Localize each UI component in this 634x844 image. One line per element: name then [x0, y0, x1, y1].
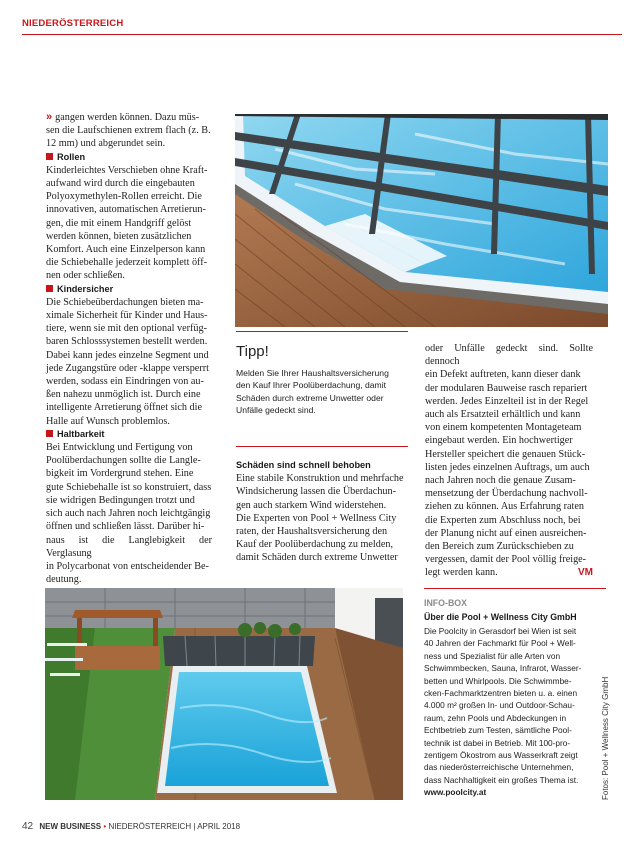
body-line: Poolüberdachungen sollte die Langle- — [46, 455, 201, 467]
tipp-line: den Kauf Ihrer Poolüberdachung, damit — [236, 380, 387, 391]
info-line: Schwimmbecken, Sauna, Infrarot, Wasser- — [424, 663, 582, 674]
body-line: ein Defekt auftreten, kann dieser dank — [425, 369, 581, 381]
body-line: in Polycarbonat von entscheidender Be- — [46, 560, 209, 572]
info-box-rule — [424, 588, 606, 589]
body-line: mensetzung der Überdachung nachvoll- — [425, 488, 588, 500]
info-box-title: Über die Pool + Wellness City GmbH — [424, 612, 577, 622]
info-line: 4.000 m² großen In- und Outdoor-Schau- — [424, 700, 575, 711]
body-line: nen oder schließen. — [46, 270, 125, 282]
body-line: tiere, wenn sie mit den optional verfüg- — [46, 323, 207, 335]
tipp-rule — [236, 331, 408, 332]
middle-column — [236, 459, 408, 565]
info-line: dass Nachhaltigkeit ein großes Thema ist. — [424, 774, 579, 785]
body-line: gute Schiebehalle ist so konstruiert, dass — [46, 481, 212, 493]
author-signature: VM — [578, 567, 593, 579]
body-line: werden. Jedes Einzelteil ist in der Regel — [425, 395, 589, 407]
body-line: Die Experten von Pool + Wellness City — [236, 512, 397, 524]
photo-garden-pool-image — [45, 588, 403, 800]
body-line: der modularen Bauweise rasch repariert — [425, 382, 588, 394]
body-line: Bei Entwicklung und Fertigung von — [46, 442, 193, 454]
info-line: Die Poolcity in Gerasdorf bei Wien ist seit — [424, 626, 577, 636]
body-line: Hersteller speichert die genauen Stück- — [425, 448, 586, 460]
section-label: NIEDERÖSTERREICH — [22, 18, 124, 29]
info-line: Echtbetrieb zum Testen, sämtliche Pool- — [424, 725, 572, 736]
info-line: zentigem Ökostrom aus Wasserkraft zeigt — [424, 750, 578, 761]
body-line: vergessen, damit der Pool völlig freige- — [425, 554, 587, 566]
body-line: nach Jahren noch die genaue Zusam- — [425, 475, 576, 487]
chevron-right-icon: » — [46, 111, 53, 123]
body-line: naus ist die Langlebigkeit der Verglasung — [46, 534, 212, 559]
info-line: betten und Whirlpools. Die Schwimmbe- — [424, 675, 572, 686]
tipp-title: Tipp! — [236, 343, 269, 360]
tipp-line: Schäden durch extreme Unwetter oder — [236, 392, 384, 403]
info-line: das niederösterreichische Unternehmen, — [424, 762, 574, 773]
body-line: intelligente Arretierung öffnet sich die — [46, 402, 202, 414]
header-rule — [22, 34, 622, 35]
body-line: Halle auf Wunsch problemlos. — [46, 415, 170, 427]
body-line: Kauf der Poolüberdachung zu melden, — [236, 539, 394, 551]
body-line: damit Schäden durch extreme Unwetter — [236, 552, 398, 564]
body-line: öffnen und schließen lässt. Darüber hi- — [46, 521, 205, 533]
body-line: Die Schiebeüberdachungen bieten ma- — [46, 296, 204, 308]
tipp-line: Melden Sie Ihrer Haushaltsversicherung — [236, 368, 389, 378]
body-line: sie widrigen Bedingungen trotzt und — [46, 494, 195, 506]
info-box-text — [424, 625, 604, 799]
body-line: listen jedes einzelnen Auftrags, um auch — [425, 461, 590, 473]
body-line: bigkeit im Vordergrund stehen. Eine — [46, 468, 194, 480]
body-line: jede Zugangstüre oder -klappe versperrt — [46, 362, 209, 374]
red-square-icon — [46, 285, 53, 292]
footer-section: NIEDERÖSTERREICH — [108, 822, 192, 831]
body-line: Eine stabile Konstruktion und mehrfache — [236, 473, 404, 485]
photo-pool-enclosure — [235, 114, 608, 327]
body-line: aufwand wird durch die eingebauten — [46, 178, 195, 190]
info-box-url[interactable]: www.poolcity.at — [424, 787, 487, 798]
body-line: Kinderleichtes Verschieben ohne Kraft- — [46, 164, 208, 176]
subheading-haltbarkeit: Haltbarkeit — [46, 428, 212, 441]
body-line: Komfort. Auch eine Einzelperson kann — [46, 244, 206, 256]
body-line: raten, der Haushaltsversicherung den — [236, 526, 388, 538]
magazine-brand: NEW BUSINESS — [39, 822, 102, 831]
red-square-icon — [46, 430, 53, 437]
body-line: ßen nahezu unmöglich ist. Durch eine — [46, 389, 201, 401]
body-line: gen, die mit einem Handgriff gelöst — [46, 217, 192, 229]
red-square-icon — [46, 153, 53, 160]
body-line: der Planung nicht auf einen ausreichen- — [425, 527, 587, 539]
info-box-label: INFO-BOX — [424, 598, 468, 608]
body-line: werden können, bieten zusätzlichen — [46, 230, 192, 242]
photo-garden-pool — [45, 588, 403, 800]
body-line: eingebaut werden. Ein hochwertiger — [425, 435, 573, 447]
body-line: ximale Sicherheit für Kinder und Haus- — [46, 310, 208, 322]
body-line: von einem kompetenten Montageteam — [425, 422, 582, 434]
info-line: ness und Spezialist für alle Arten von — [424, 650, 561, 661]
intro-line: sen die Laufschienen extrem flach (z. B. — [46, 125, 211, 137]
body-line: Polyoxymethylen-Rollen erreicht. Die — [46, 191, 202, 203]
info-line: cken-Fachmarktzentren bieten u. a. einen — [424, 688, 578, 699]
body-line: legt werden kann. — [425, 567, 498, 579]
body-line: werden, sodass ein Eindringen von au- — [46, 376, 204, 388]
body-line: oder Unfälle gedeckt sind. Sollte dennoch — [425, 343, 593, 368]
footer-issue: APRIL 2018 — [197, 822, 241, 831]
page-footer — [22, 821, 240, 832]
subheading-schaeden: Schäden sind schnell behoben — [236, 460, 371, 470]
footer-divider: | — [193, 822, 196, 831]
intro-line: » gangen werden können. Dazu müs- — [46, 111, 200, 123]
page-number: 42 — [22, 821, 34, 832]
tipp-rule-bottom — [236, 446, 408, 447]
body-line: baren Schlosssystemen bestellt werden. — [46, 336, 208, 348]
body-line: sich auch nach Jahren noch leichtgängig — [46, 508, 211, 520]
body-line: den Bereich zum Zurückschieben zu — [425, 541, 574, 553]
body-line: auch als Ersatzteil erhältlich und kann — [425, 409, 581, 421]
tipp-line: Unfälle gedeckt sind. — [236, 405, 316, 416]
subheading-kindersicher: Kindersicher — [46, 283, 212, 296]
body-line: Windsicherung lassen die Überdachun- — [236, 486, 396, 498]
body-line: die Experten zum Abschluss noch, bei — [425, 514, 581, 526]
body-line: gen auch starkem Wind widerstehen. — [236, 499, 387, 511]
body-line: ziehen zu können. Aus Erfahrung raten — [425, 501, 584, 513]
photo-credit: Fotos: Pool + Wellness City GmbH — [601, 676, 610, 800]
body-line: Dabei kann jedes einzelne Segment und — [46, 349, 209, 361]
footer-separator: • — [103, 822, 107, 831]
body-line: die Schiebehalle jederzeit komplett öff- — [46, 257, 208, 269]
last-line — [425, 566, 593, 579]
info-line: 40 Jahren der Fachmarkt für Pool + Well- — [424, 638, 576, 649]
intro-line: 12 mm) und abgerundet sein. — [46, 138, 166, 150]
info-line: raum, zehn Pools und Abdeckungen in — [424, 712, 567, 723]
subheading-rollen: Rollen — [46, 151, 212, 164]
body-line: innovativen, automatischen Arretierun- — [46, 204, 206, 216]
body-line: deutung. — [46, 574, 82, 586]
left-column — [46, 111, 212, 586]
info-line: technik ist dabei in Betrieb. Mit 100-pro- — [424, 737, 571, 748]
tipp-text — [236, 367, 404, 417]
photo-pool-enclosure-image — [235, 114, 608, 327]
right-column — [425, 342, 593, 580]
